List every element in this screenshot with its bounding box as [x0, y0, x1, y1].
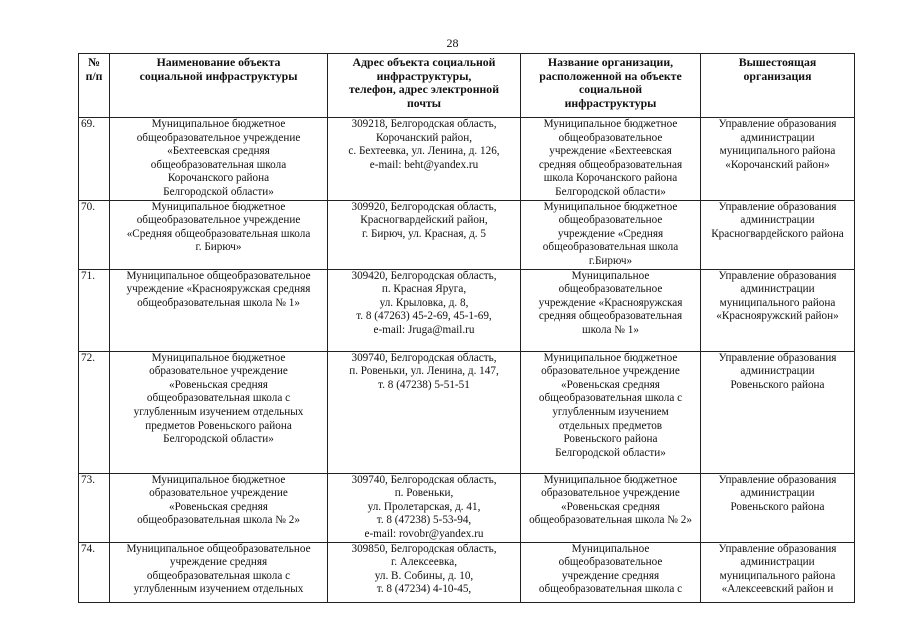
object-name-cell	[110, 200, 328, 269]
address-cell-line: e-mail: beht@yandex.ru	[369, 158, 479, 171]
table-row	[79, 118, 855, 201]
object-name-cell-line: общеобразовательная школа с	[146, 569, 291, 582]
organization-cell-line: Муниципальное бюджетное	[543, 351, 678, 364]
organization-cell-line: Муниципальное бюджетное	[543, 118, 678, 130]
object-name-cell-line: Муниципальное бюджетное	[151, 351, 286, 364]
address-cell	[328, 473, 521, 542]
parent-organization-cell-line: администрации	[740, 365, 815, 378]
organization-cell	[521, 473, 701, 542]
object-name-cell	[110, 542, 328, 602]
organization-cell-line: учреждение «Бехтеевская	[549, 145, 672, 158]
parent-organization-cell	[701, 200, 855, 269]
object-name-cell-line: Муниципальное бюджетное	[151, 118, 286, 130]
object-name-cell-line: Муниципальное общеобразовательное	[126, 269, 311, 282]
organization-cell-line: Белгородской области»	[555, 446, 666, 459]
address-cell	[328, 351, 521, 473]
object-name-cell-line: учреждение «Краснояружская средняя	[126, 283, 311, 296]
address-cell-line: 309740, Белгородская область,	[351, 351, 497, 364]
header-address: Адрес объекта социальной инфраструктуры, телефон, адрес электронной почты	[328, 54, 521, 118]
parent-organization-cell-line: Ровеньского района	[730, 378, 825, 391]
organization-cell-line: образовательное учреждение	[541, 365, 680, 378]
parent-organization-cell	[701, 542, 855, 602]
object-name-cell-line: образовательное учреждение	[149, 365, 288, 378]
object-name-cell-line: «Средняя общеобразовательная школа	[126, 227, 311, 240]
object-name-cell-line: образовательное учреждение	[149, 487, 288, 500]
header-number: № п/п	[79, 54, 110, 118]
parent-organization-cell-line: «Корочанский район»	[725, 158, 830, 171]
header-object-name: Наименование объекта социальной инфраструктуры	[110, 54, 328, 118]
organization-cell	[521, 351, 701, 473]
parent-organization-cell-line: администрации	[740, 214, 815, 227]
address-cell-line: п. Ровеньки,	[394, 487, 454, 500]
address-cell-line: Корочанский район,	[375, 131, 473, 144]
object-name-cell	[110, 269, 328, 351]
object-name-cell-line: Белгородской области»	[163, 185, 274, 198]
row-number: 70.	[79, 200, 110, 269]
address-cell-line: e-mail: Jruga@mail.ru	[373, 323, 475, 336]
object-name-cell-line: г. Бирюч»	[195, 241, 242, 254]
parent-organization-cell-line: Управление образования	[718, 542, 837, 555]
organization-cell	[521, 200, 701, 269]
organization-cell-line: школа Корочанского района	[543, 172, 678, 185]
organization-cell-line: учреждение «Краснояружская	[538, 296, 683, 309]
organization-cell	[521, 269, 701, 351]
organization-cell-line: общеобразовательная школа № 2»	[529, 514, 692, 527]
organization-cell-line: образовательное учреждение	[541, 487, 680, 500]
table-row	[79, 200, 855, 269]
organization-cell-line: общеобразовательное	[558, 283, 663, 296]
address-cell-line: с. Бехтеевка, ул. Ленина, д. 126,	[348, 145, 500, 158]
address-cell-line: 309920, Белгородская область,	[351, 200, 497, 213]
organization-cell	[521, 542, 701, 602]
parent-organization-cell-line: Управление образования	[718, 473, 837, 486]
page-number: 28	[446, 36, 459, 50]
object-name-cell-line: «Ровеньская средняя	[169, 500, 268, 513]
row-number: 74.	[79, 542, 110, 602]
object-name-cell	[110, 351, 328, 473]
parent-organization-cell-line: Управление образования	[718, 118, 837, 130]
object-name-cell-line: Муниципальное общеобразовательное	[126, 542, 311, 555]
parent-organization-cell-line: Управление образования	[718, 200, 837, 213]
parent-organization-cell-line: Управление образования	[718, 351, 837, 364]
parent-organization-cell	[701, 473, 855, 542]
parent-organization-cell	[701, 118, 855, 201]
organization-cell-line: общеобразовательная школа с	[538, 392, 683, 405]
parent-organization-cell-line: администрации	[740, 283, 815, 296]
organization-cell-line: средняя общеобразовательная	[538, 310, 683, 323]
address-cell-line: 309740, Белгородская область,	[351, 473, 497, 486]
organization-cell-line: «Ровеньская средняя	[561, 378, 660, 391]
address-cell-line: г. Алексеевка,	[390, 556, 458, 569]
object-name-cell-line: общеобразовательное учреждение	[136, 214, 301, 227]
object-name-cell-line: общеобразовательная школа с	[146, 392, 291, 405]
address-cell-line: e-mail: rovobr@yandex.ru	[364, 527, 484, 540]
organization-cell-line: средняя общеобразовательная	[538, 158, 683, 171]
object-name-cell-line: Корочанского района	[167, 172, 270, 185]
parent-organization-cell-line: администрации	[740, 487, 815, 500]
parent-organization-cell-line: «Краснояружский район»	[716, 310, 839, 323]
object-name-cell-line: общеобразовательная школа	[150, 158, 287, 171]
header-organization: Название организации, расположенной на объекте социальной инфраструктуры	[521, 54, 701, 118]
object-name-cell-line: общеобразовательное учреждение	[136, 131, 301, 144]
social-infrastructure-table	[78, 53, 855, 603]
parent-organization-cell-line: Красногвардейского района	[711, 227, 844, 240]
object-name-cell-line: Белгородской области»	[163, 433, 274, 446]
object-name-cell	[110, 473, 328, 542]
parent-organization-cell-line: Ровеньского района	[730, 500, 825, 513]
address-cell	[328, 118, 521, 201]
address-cell-line: п. Красная Яруга,	[381, 283, 467, 296]
object-name-cell	[110, 118, 328, 201]
organization-cell-line: школа № 1»	[582, 323, 639, 336]
object-name-cell-line: «Ровеньская средняя	[169, 378, 268, 391]
organization-cell-line: г.Бирюч»	[588, 254, 633, 267]
organization-cell-line: общеобразовательная школа	[542, 241, 679, 254]
address-cell-line: ул. Крыловка, д. 8,	[379, 296, 469, 309]
table-row	[79, 351, 855, 473]
organization-cell-line: общеобразовательное	[558, 214, 663, 227]
organization-cell	[521, 118, 701, 201]
parent-organization-cell	[701, 351, 855, 473]
object-name-cell-line: общеобразовательная школа № 2»	[137, 514, 300, 527]
object-name-cell-line: Муниципальное бюджетное	[151, 200, 286, 213]
address-cell-line: Красногвардейский район,	[360, 214, 488, 227]
header-parent-organization: Вышестоящая организация	[701, 54, 855, 118]
table-row	[79, 473, 855, 542]
organization-cell-line: Ровеньского района	[563, 433, 658, 446]
organization-cell-line: отдельных предметов	[558, 419, 663, 432]
table-row	[79, 269, 855, 351]
parent-organization-cell-line: муниципального района	[719, 569, 836, 582]
row-number: 73.	[79, 473, 110, 542]
organization-cell-line: общеобразовательное	[558, 556, 663, 569]
parent-organization-cell-line: администрации	[740, 556, 815, 569]
organization-cell-line: «Ровеньская средняя	[561, 500, 660, 513]
address-cell	[328, 269, 521, 351]
address-cell-line: г. Бирюч, ул. Красная, д. 5	[362, 227, 486, 240]
table-header-row	[79, 54, 855, 118]
object-name-cell-line: углубленным изучением отдельных	[133, 583, 304, 596]
organization-cell-line: Муниципальное бюджетное	[543, 473, 678, 486]
address-cell-line: п. Ровеньки, ул. Ленина, д. 147,	[349, 365, 499, 378]
row-number: 72.	[79, 351, 110, 473]
address-cell-line: т. 8 (47238) 5-51-51	[378, 378, 470, 391]
address-cell-line: 309850, Белгородская область,	[351, 542, 497, 555]
organization-cell-line: учреждение «Средняя	[557, 227, 664, 240]
address-cell-line: ул. В. Собины, д. 10,	[374, 569, 474, 582]
object-name-cell-line: углубленным изучением отдельных	[133, 405, 304, 418]
parent-organization-cell-line: муниципального района	[719, 296, 836, 309]
address-cell-line: ул. Пролетарская, д. 41,	[367, 500, 481, 513]
address-cell-line: т. 8 (47238) 5-53-94,	[376, 514, 472, 527]
address-cell-line: 309218, Белгородская область,	[351, 118, 497, 130]
parent-organization-cell-line: администрации	[740, 131, 815, 144]
address-cell-line: т. 8 (47234) 4-10-45,	[376, 583, 472, 596]
table-row	[79, 542, 855, 602]
address-cell	[328, 200, 521, 269]
organization-cell-line: общеобразовательная школа с	[538, 583, 683, 596]
organization-cell-line: Муниципальное	[571, 269, 650, 282]
table-body	[79, 54, 855, 603]
object-name-cell-line: «Бехтеевская средняя	[167, 145, 270, 158]
object-name-cell-line: Муниципальное бюджетное	[151, 473, 286, 486]
organization-cell-line: Муниципальное	[571, 542, 650, 555]
organization-cell-line: общеобразовательное	[558, 131, 663, 144]
organization-cell-line: углубленным изучением	[552, 405, 669, 418]
parent-organization-cell-line: муниципального района	[719, 145, 836, 158]
address-cell-line: т. 8 (47263) 45-2-69, 45-1-69,	[356, 310, 492, 323]
address-cell	[328, 542, 521, 602]
organization-cell-line: Муниципальное бюджетное	[543, 200, 678, 213]
parent-organization-cell-line: Управление образования	[718, 269, 837, 282]
object-name-cell-line: общеобразовательная школа № 1»	[137, 296, 300, 309]
organization-cell-line: учреждение средняя	[561, 569, 660, 582]
object-name-cell-line: учреждение средняя	[169, 556, 268, 569]
object-name-cell-line: предметов Ровеньского района	[145, 419, 292, 432]
parent-organization-cell-line: «Алексеевский район и	[721, 583, 834, 596]
row-number: 71.	[79, 269, 110, 351]
parent-organization-cell	[701, 269, 855, 351]
address-cell-line: 309420, Белгородская область,	[351, 269, 497, 282]
row-number: 69.	[79, 118, 110, 201]
organization-cell-line: Белгородской области»	[555, 185, 666, 198]
